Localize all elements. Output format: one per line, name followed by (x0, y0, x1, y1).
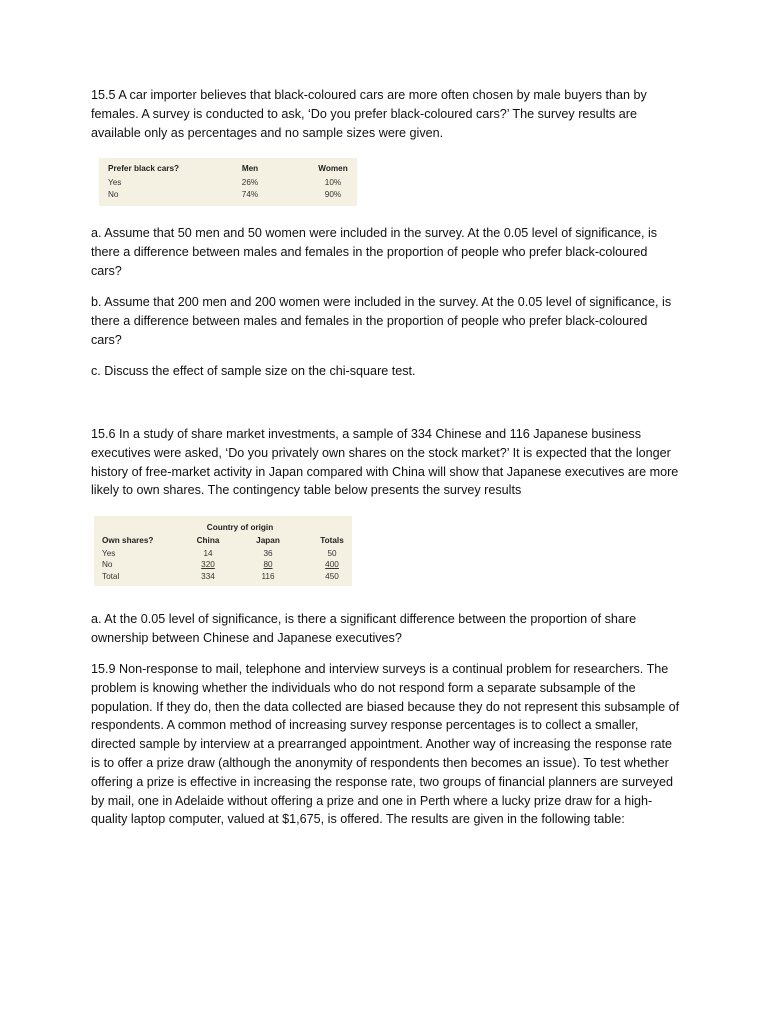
q156-header-japan: Japan (256, 536, 280, 545)
q155-row-no-label: No (108, 190, 119, 199)
q155-table (99, 158, 357, 206)
q156-row-yes-totals: 50 (327, 549, 337, 558)
q156-row-yes-china: 14 (203, 549, 213, 558)
q155-intro: 15.5 A car importer believes that black-coloured cars are more often chosen by male buyers than by females. A survey is conducted to ask, ‘Do you prefer black-coloured cars?’ The survey results are available only as percentages and no sample sizes were given. (91, 88, 647, 140)
q155-header-women: Women (318, 164, 348, 173)
q156-part-a: a. At the 0.05 level of significance, is there a significant difference between the proportion of share ownership between Chinese and Japanese executives? (91, 612, 637, 645)
q156-header-question: Own shares? (102, 536, 154, 545)
q155-part-a: a. Assume that 50 men and 50 women were included in the survey. At the 0.05 level of significance, is there a difference between males and females in the proportion of people who prefer black-coloured cars? (91, 226, 658, 278)
q156-row-yes-japan: 36 (263, 549, 273, 558)
q156-row-total-totals: 450 (325, 572, 339, 581)
q155-header-men: Men (241, 164, 259, 173)
q155-part-c: c. Discuss the effect of sample size on the chi-square test. (91, 364, 416, 378)
q156-table (94, 516, 352, 586)
q155-row-yes-label: Yes (108, 178, 122, 187)
q156-group-header: Country of origin (206, 523, 274, 532)
q159-text: 15.9 Non-response to mail, telephone and interview surveys is a continual problem for researchers. The problem is knowing whether the individuals who do not respond form a separate subsample of the population. If they do, then the data collected are biased because they do not represent this subsample of respondents. A common method of increasing survey response percentages is to collect a smaller, directed sample by interview at a prearranged appointment. Another way of increasing the response rate is to offer a prize draw (although the anonymity of respondents then becomes an issue). To test whether offering a prize is effective in increasing the response rate, two groups of financial planners are surveyed by mail, one in Adelaide without offering a prize and one in Perth where a lucky prize draw for a high-quality laptop computer, valued at $1,675, is offered. The results are given in the following table: (91, 662, 680, 827)
q156-row-total-japan: 116 (261, 572, 275, 581)
q156-header-totals: Totals (320, 536, 344, 545)
q156-intro: 15.6 In a study of share market investments, a sample of 334 Chinese and 116 Japanese business executives were asked, ‘Do you privately own shares on the stock market?’ It is expected that the longer history of free-market activity in Japan compared with China will show that Japanese executives are more likely to own shares. The contingency table below presents the survey results (91, 427, 679, 498)
q156-row-no-china: 320 (201, 560, 215, 569)
q156-row-no-label: No (102, 560, 113, 569)
q155-row-yes-women: 10% (324, 178, 342, 187)
q155-row-yes-men: 26% (241, 178, 259, 187)
q155-row-no-women: 90% (324, 190, 342, 199)
q155-part-b: b. Assume that 200 men and 200 women were included in the survey. At the 0.05 level of significance, is there a difference between males and females in the proportion of people who prefer black-coloured cars? (91, 295, 672, 347)
q156-row-yes-label: Yes (102, 549, 116, 558)
q156-row-no-totals: 400 (325, 560, 339, 569)
q156-row-total-china: 334 (201, 572, 215, 581)
q156-header-china: China (196, 536, 220, 545)
q155-header-question: Prefer black cars? (108, 164, 180, 173)
q155-row-no-men: 74% (241, 190, 259, 199)
q156-row-no-japan: 80 (263, 560, 273, 569)
q156-row-total-label: Total (102, 572, 120, 581)
